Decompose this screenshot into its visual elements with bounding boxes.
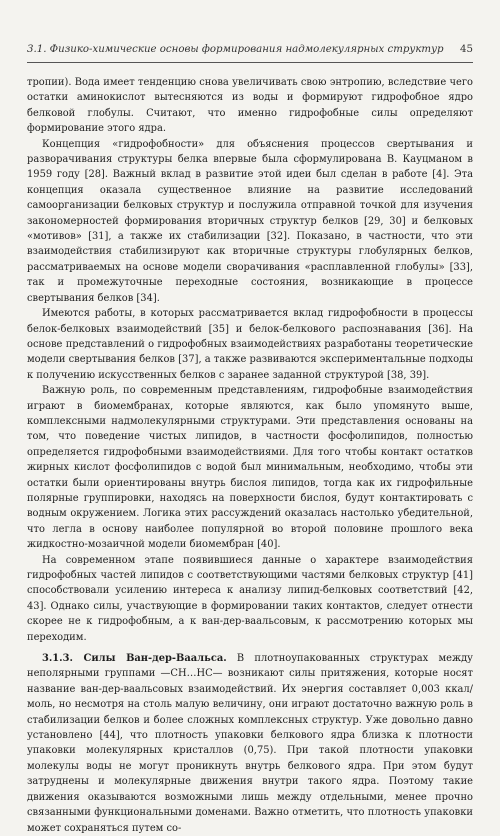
section-text: В плотноупакованных структурах между неполярными группами —CH…HC— возникают силы притяжения, которые носят название ван-дер-ваальсовых взаимодействий. Их энергия составляет 0,003 ккал/моль, но несмотря на столь малую величину, они играют достаточно важную роль в стабилизации белков и более сложных комплексных структур. Уже довольно давно установлено [44], что плотность упаковки белкового ядра близка к плотности упаковки молекулярных кристаллов (0,75). При такой плотности упаковки молекулы воды не могут проникнуть внутрь белкового ядра. При этом будут затруднены и молекулярные движения внутри такого ядра. Поэтому такие движения оказываются возможными лишь между отдельными, менее прочно связанными функциональными доменами. Важно отметить, что плотность упаковки может сохраняться путем со- xyxy=(27,653,473,834)
paragraph: Важную роль, по современным представлениям, гидрофобные взаимодействия играют в биомембранах, которые являются, как было упомянуто выше, комплексными надмолекулярными структурами. Эти представления основаны на том, что поведение чистых липидов, в частности фосфолипидов, полностью определяется гидрофобными взаимодействиями. Для того чтобы контакт остатков жирных кислот фосфолипидов с водой был минимальным, необходимо, чтобы эти остатки были ориентированы внутрь бислоя липидов, тогда как их гидрофильные полярные группировки, находясь на поверхности бислоя, будут контактировать с водным окружением. Логика этих рассуждений оказалась настолько убедительной, что легла в основу наиболее популярной во второй половине прошлого века жидкостно-мозаичной модели биомембран [40]. xyxy=(27,385,473,551)
section-paragraph xyxy=(27,651,473,836)
page-number: 45 xyxy=(460,44,473,55)
running-header-title: 3.1. Физико-химические основы формирования надмолекулярных структур xyxy=(27,44,444,55)
paragraph: Имеются работы, в которых рассматривается вклад гидрофобности в процессы белок-белковых взаимодействий [35] и белок-белкового распознавания [36]. На основе представлений о гидрофобных взаимодействиях разработаны теоретические модели свертывания белков [37], а также развиваются экспериментальные подходы к получению искусственных белков с заранее заданной структурой [38, 39]. xyxy=(27,308,473,381)
paragraph: тропии). Вода имеет тенденцию снова увеличивать свою энтропию, вследствие чего остатки аминокислот вытесняются из воды и формируют гидрофобное ядро белковой глобулы. Считают, что именно гидрофобные силы определяют формирование этого ядра. xyxy=(27,77,473,135)
page-body xyxy=(27,75,473,836)
paragraph: На современном этапе появившиеся данные о характере взаимодействия гидрофобных частей липидов с соответствующими частями белковых структур [41] способствовали усилению интереса к анализу липид-белковых соответствий [42, 43]. Однако силы, участвующие в формировании таких контактов, следует отнести скорее не к гидрофобным, а к ван-дер-ваальсовым, к рассмотрению которых мы переходим. xyxy=(27,554,473,643)
paragraph: Концепция «гидрофобности» для объяснения процессов свертывания и разворачивания структуры белка впервые была сформулирована В. Кауцманом в 1959 году [28]. Важный вклад в развитие этой идеи был сделан в работе [4]. Эта концепция оказала существенное влияние на развитие исследований самоорганизации белковых структур и послужила отправной точкой для изучения закономерностей формирования вторичных структур белков [29, 30] и белковых «мотивов» [31], а также их стабилизации [32]. Показано, в частности, что эти взаимодействия стабилизируют как вторичные структуры глобулярных белков, рассматриваемых на основе модели сворачивания «расплавленной глобулы» [33], так и промежуточные переходные состояния, возникающие в процессе свертывания белков [34]. xyxy=(27,138,473,304)
running-header xyxy=(27,44,473,63)
section-heading: 3.1.3. Силы Ван-дер-Ваальса. xyxy=(42,653,227,665)
